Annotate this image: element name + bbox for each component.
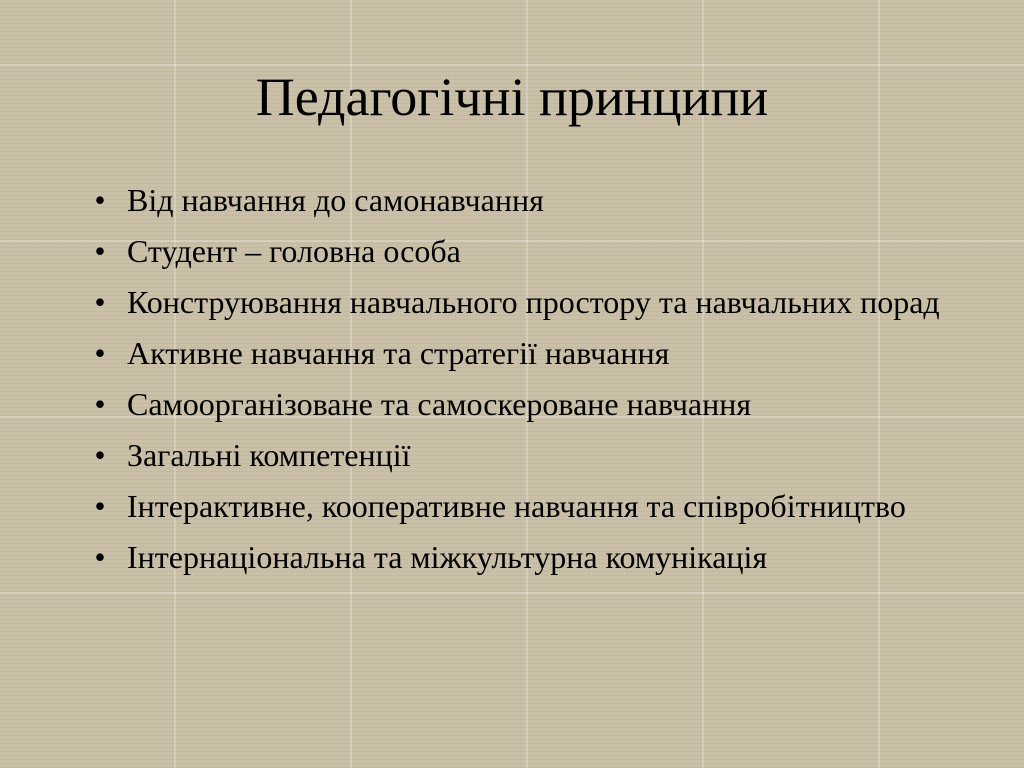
bullet-icon: •	[94, 284, 106, 320]
bullet-icon: •	[94, 386, 106, 422]
bullet-icon: •	[94, 437, 106, 473]
bullet-item	[90, 233, 970, 270]
bullet-text: Конструювання навчального простору та навчальних порад	[127, 284, 940, 320]
bullet-icon: •	[94, 335, 106, 371]
bullet-text: Від навчання до самонавчання	[127, 182, 544, 218]
bullet-text: Активне навчання та стратегії навчання	[127, 335, 670, 371]
bullet-item	[90, 284, 970, 321]
bullet-icon: •	[94, 233, 106, 269]
bullet-item	[90, 488, 970, 525]
bullet-item	[90, 386, 970, 423]
bullet-item	[90, 539, 970, 576]
bullet-text: Інтерактивне, кооперативне навчання та співробітництво	[127, 488, 906, 524]
bullet-text: Інтернаціональна та міжкультурна комунікація	[127, 539, 768, 575]
bullet-icon: •	[94, 539, 106, 575]
bullet-list	[90, 182, 970, 590]
bullet-item	[90, 335, 970, 372]
bullet-item	[90, 437, 970, 474]
bullet-icon: •	[94, 182, 106, 218]
bullet-text: Студент – головна особа	[127, 233, 461, 269]
bullet-text: Загальні компетенції	[127, 437, 411, 473]
bullet-item	[90, 182, 970, 219]
slide-title: Педагогічні принципи	[255, 67, 769, 127]
bullet-icon: •	[94, 488, 106, 524]
bullet-text: Самоорганізоване та самоскероване навчання	[127, 386, 752, 422]
